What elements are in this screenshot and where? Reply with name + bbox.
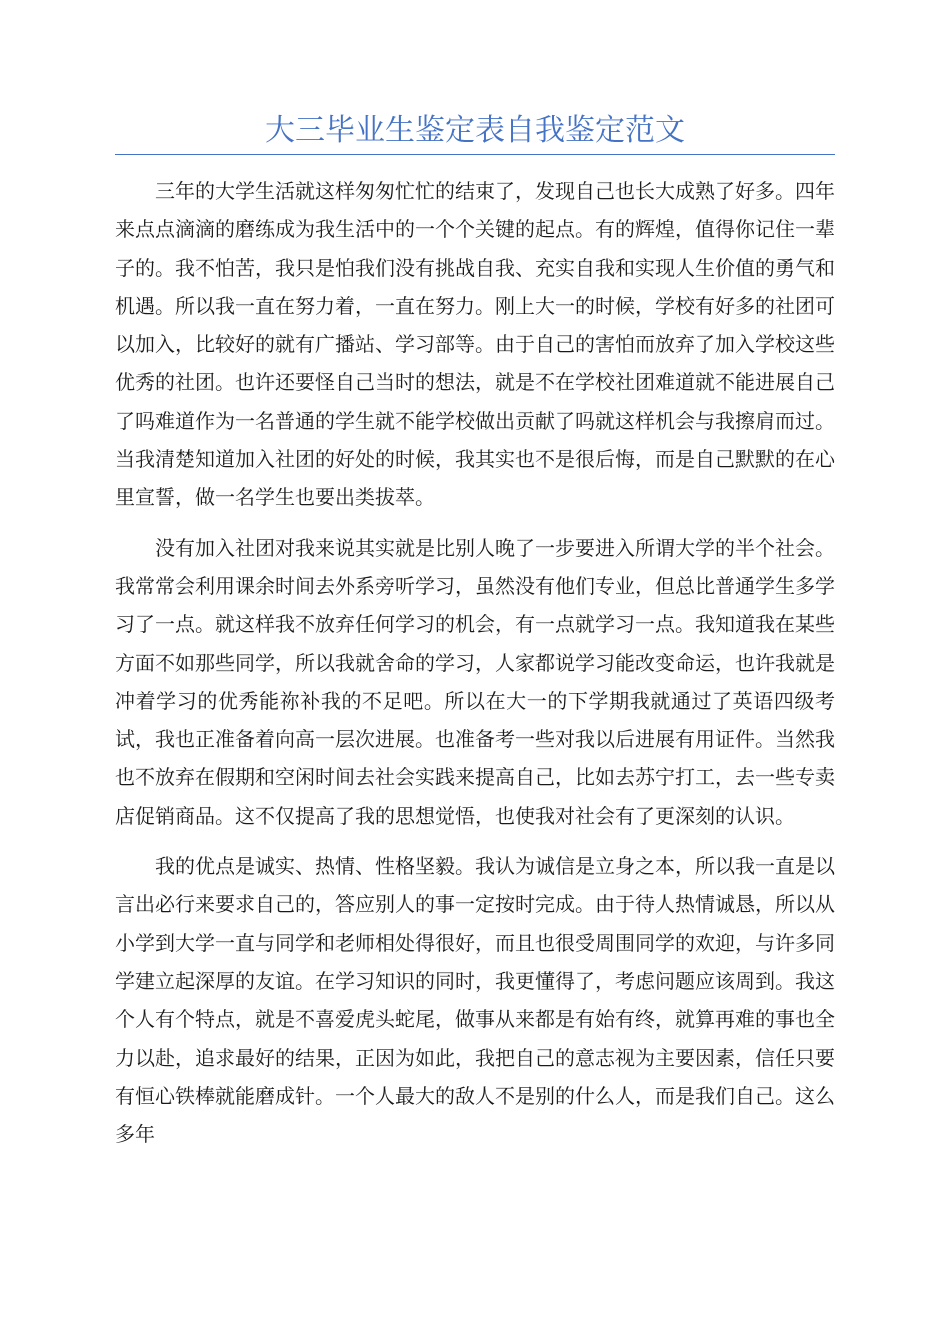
- document-title: 大三毕业生鉴定表自我鉴定范文: [265, 113, 685, 148]
- paragraph-3: 我的优点是诚实、热情、性格坚毅。我认为诚信是立身之本，所以我一直是以言出必行来要求自己的，答应别人的事一定按时完成。由于待人热情诚恳，所以从小学到大学一直与同学和老师相处得很好，而且也很受周围同学的欢迎，与许多同学建立起深厚的友谊。在学习知识的同时，我更懂得了，考虑问题应该周到。我这个人有个特点，就是不喜爱虎头蛇尾，做事从来都是有始有终，就算再难的事也全力以赴，追求最好的结果，正因为如此，我把自己的意志视为主要因素，信任只要有恒心铁棒就能磨成针。一个人最大的敌人不是别的什么人，而是我们自己。这么多年: [115, 854, 835, 1147]
- title-underline: [115, 154, 835, 155]
- paragraph-1: 三年的大学生活就这样匆匆忙忙的结束了，发现自己也长大成熟了好多。四年来点点滴滴的磨练成为我生活中的一个个关键的起点。有的辉煌，值得你记住一辈子的。我不怕苦，我只是怕我们没有挑战自我、充实自我和实现人生价值的勇气和机遇。所以我一直在努力着，一直在努力。刚上大一的时候，学校有好多的社团可以加入，比较好的就有广播站、学习部等。由于自己的害怕而放弃了加入学校这些优秀的社团。也许还要怪自己当时的想法，就是不在学校社团难道就不能进展自己了吗难道作为一名普通的学生就不能学校做出贡献了吗就这样机会与我擦肩而过。当我清楚知道加入社团的好处的时候，我其实也不是很后悔，而是自己默默的在心里宣誓，做一名学生也要出类拔萃。: [115, 179, 835, 510]
- paragraph-2: 没有加入社团对我来说其实就是比别人晚了一步要进入所谓大学的半个社会。我常常会利用课余时间去外系旁听学习，虽然没有他们专业，但总比普通学生多学习了一点。就这样我不放弃任何学习的机会，有一点就学习一点。我知道我在某些方面不如那些同学，所以我就舍命的学习，人家都说学习能改变命运，也许我就是冲着学习的优秀能祢补我的不足吧。所以在大一的下学期我就通过了英语四级考试，我也正准备着向高一层次进展。也准备考一些对我以后进展有用证件。当然我也不放弃在假期和空闲时间去社会实践来提高自己，比如去苏宁打工，去一些专卖店促销商品。这不仅提高了我的思想觉悟，也使我对社会有了更深刻的认识。: [115, 535, 835, 828]
- document-body: [115, 172, 835, 1165]
